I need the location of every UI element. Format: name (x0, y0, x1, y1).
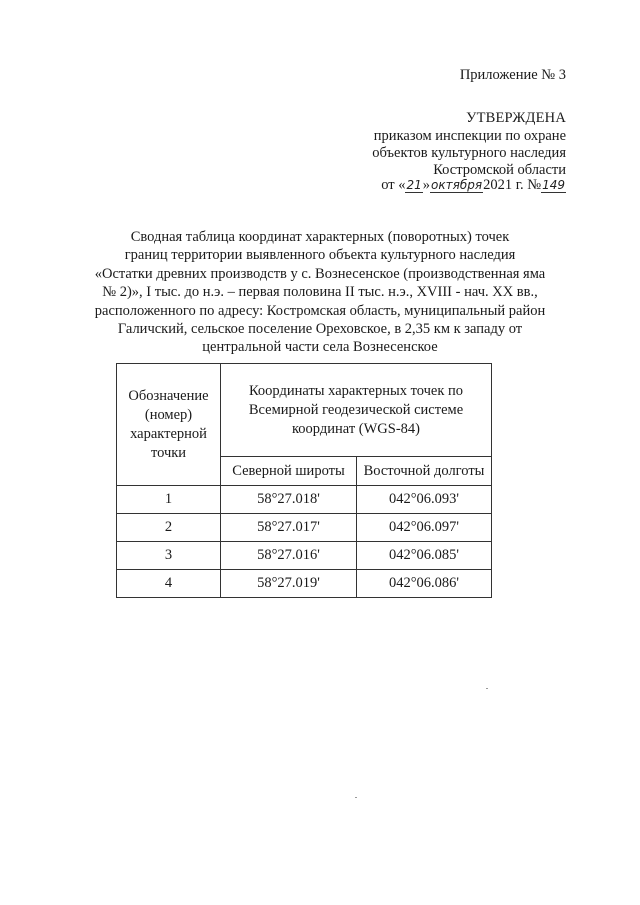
header-point-number: Обозначение (номер) характерной точки (117, 364, 221, 486)
document-title (60, 228, 580, 357)
cell-latitude: 58°27.017' (221, 514, 357, 542)
cell-point-number: 1 (117, 486, 221, 514)
title-line: расположенного по адресу: Костромская область, муниципальный район (94, 302, 546, 319)
title-line: Галичский, сельское поселение Ореховское, в 2,35 км к западу от (117, 321, 523, 338)
handwritten-day: 21 (406, 178, 422, 192)
scan-speck (486, 688, 488, 689)
order-date-line (381, 176, 566, 194)
order-line-1: приказом инспекции по охране (373, 128, 566, 144)
table-row (117, 486, 492, 514)
table-row (117, 542, 492, 570)
order-line-3: Костромской области (433, 162, 566, 178)
cell-point-number: 3 (117, 542, 221, 570)
title-line: границ территории выявленного объекта культурного наследия (124, 247, 516, 264)
cell-longitude: 042°06.093' (357, 486, 492, 514)
date-prefix: от « (381, 177, 406, 193)
cell-point-number: 4 (117, 570, 221, 598)
scan-speck (355, 797, 357, 798)
header-coordinates-group: Координаты характерных точек по Всемирной геодезической системе координат (WGS-84) (221, 364, 492, 457)
title-line: центральной части села Вознесенское (202, 339, 438, 356)
coordinates-table (116, 363, 492, 598)
title-line: «Остатки древних производств у с. Вознесенское (производственная яма (94, 265, 546, 282)
cell-latitude: 58°27.018' (221, 486, 357, 514)
header-latitude: Северной широты (221, 457, 357, 486)
cell-longitude: 042°06.085' (357, 542, 492, 570)
date-year: 2021 г. № (483, 177, 542, 193)
approved-label: УТВЕРЖДЕНА (466, 110, 566, 126)
cell-longitude: 042°06.086' (357, 570, 492, 598)
cell-point-number: 2 (117, 514, 221, 542)
table-row (117, 514, 492, 542)
title-line: № 2)», I тыс. до н.э. – первая половина II тыс. н.э., XVIII - нач. XX вв., (102, 284, 538, 301)
cell-latitude: 58°27.016' (221, 542, 357, 570)
date-mid: » (422, 177, 431, 193)
cell-latitude: 58°27.019' (221, 570, 357, 598)
appendix-label: Приложение № 3 (459, 67, 566, 83)
handwritten-number: 149 (542, 178, 565, 192)
header-longitude: Восточной долготы (357, 457, 492, 486)
title-line: Сводная таблица координат характерных (поворотных) точек (130, 229, 510, 245)
table-row (117, 570, 492, 598)
cell-longitude: 042°06.097' (357, 514, 492, 542)
handwritten-month: октября (431, 178, 483, 192)
order-line-2: объектов культурного наследия (372, 145, 566, 161)
